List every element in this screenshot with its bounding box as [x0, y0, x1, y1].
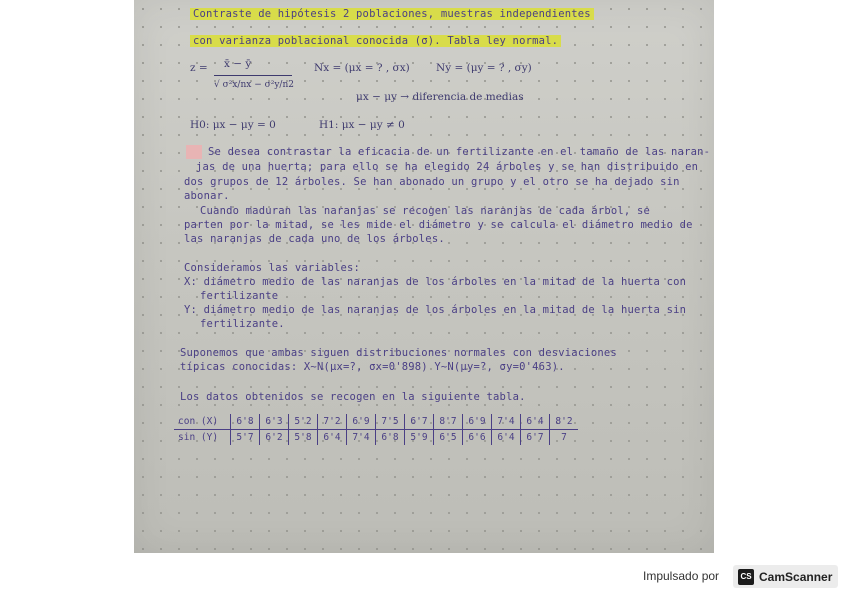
table-cell-y: 6'4 [318, 430, 347, 446]
camscanner-brand-name: CamScanner [759, 569, 833, 584]
paragraph-line-2: jas de una huerta; para ello se ha elegido 24 árboles y se han distribuido en [196, 161, 699, 173]
table-cell-y: 7'4 [347, 430, 376, 446]
table-cell-y: 7 [550, 430, 579, 446]
nx-distribution: Nx = (μx = ? , σx) [314, 62, 410, 74]
scanned-page-photo [134, 0, 714, 553]
z-denominator: √ σ²x/nx − σ²y/n2 [214, 80, 294, 90]
table-cell-x: 6'8 [231, 414, 260, 430]
title-line-1: Contraste de hipótesis 2 poblaciones, muestras independientes [190, 8, 594, 20]
h1-hypothesis: H1: μx − μy ≠ 0 [319, 119, 405, 131]
variable-y-line-1: Y: diámetro medio de las naranjas de los árboles en la mitad de la huerta sin [184, 304, 687, 316]
z-label: z = [190, 62, 208, 74]
variables-heading: Consideramos las variables: [184, 262, 361, 274]
camscanner-badge[interactable] [733, 565, 838, 588]
table-cell-y: 6'8 [376, 430, 405, 446]
table-cell-y: 6'6 [463, 430, 492, 446]
table-row [174, 430, 578, 446]
variable-x-line-2: fertilizante [200, 290, 279, 302]
table-row [174, 414, 578, 430]
table-cell-x: 6'9 [347, 414, 376, 430]
table-cell-x: 8'2 [550, 414, 579, 430]
camscanner-logo-icon: CS [738, 569, 754, 585]
table-cell-y: 5'9 [405, 430, 434, 446]
pink-marker [186, 145, 202, 159]
row-label-y: sin (Y) [178, 432, 219, 443]
paragraph-line-6: parten por la mitad, se les mide el diámetro y se calcula el diámetro medio de [184, 219, 693, 231]
assumption-line-2: típicas conocidas: X~N(μx=?, σx=0'898) Y~N(μy=?, σy=0'463). [180, 361, 565, 373]
assumption-line-1: Suponemos que ambas siguen distribuciones normales con desviaciones [180, 347, 617, 359]
table-cell-y: 6'4 [492, 430, 521, 446]
table-cell-x: 5'2 [289, 414, 318, 430]
paragraph-line-1: Se desea contrastar la eficacia de un fertilizante en el tamaño de las naran- [208, 146, 711, 158]
fraction-bar [214, 75, 292, 76]
data-table [174, 414, 578, 445]
table-cell-x: 6'7 [405, 414, 434, 430]
table-cell-x: 6'3 [260, 414, 289, 430]
row-label-x: con (X) [174, 414, 231, 430]
table-cell-x: 6'9 [463, 414, 492, 430]
table-cell-y: 6'2 [260, 430, 289, 446]
paragraph-line-5: Cuando maduran las naranjas se recogen las naranjas de cada árbol, se [200, 205, 650, 217]
mean-difference-note: μx − μy → diferencia de medias [356, 91, 524, 103]
table-cell-x: 8'7 [434, 414, 463, 430]
title-line-2: con varianza poblacional conocida (σ). Tabla ley normal. [190, 35, 561, 47]
z-numerator: x̄ − ȳ [224, 58, 252, 70]
table-intro: Los datos obtenidos se recogen en la siguiente tabla. [180, 391, 526, 403]
powered-by-text: Impulsado por [643, 569, 720, 583]
variable-x-line-1: X: diámetro medio de las naranjas de los árboles en la mitad de la huerta con [184, 276, 687, 288]
paragraph-line-4: abonar. [184, 190, 230, 202]
table-cell-x: 7'2 [318, 414, 347, 430]
table-cell-x: 6'4 [521, 414, 550, 430]
paragraph-line-3: dos grupos de 12 árboles. Se han abonado un grupo y el otro se ha dejado sin [184, 176, 680, 188]
table-cell-y: 5'8 [289, 430, 318, 446]
table-cell-y: 6'7 [521, 430, 550, 446]
table-cell-y: 6'5 [434, 430, 463, 446]
table-cell-x: 7'4 [492, 414, 521, 430]
variable-y-line-2: fertilizante. [200, 318, 285, 330]
table-cell-y: 5'7 [231, 430, 260, 446]
ny-distribution: Ny = (μy = ? , σy) [436, 62, 532, 74]
h0-hypothesis: H0: μx − μy = 0 [190, 119, 276, 131]
table-cell-x: 7'5 [376, 414, 405, 430]
paragraph-line-7: las naranjas de cada uno de los árboles. [184, 233, 445, 245]
